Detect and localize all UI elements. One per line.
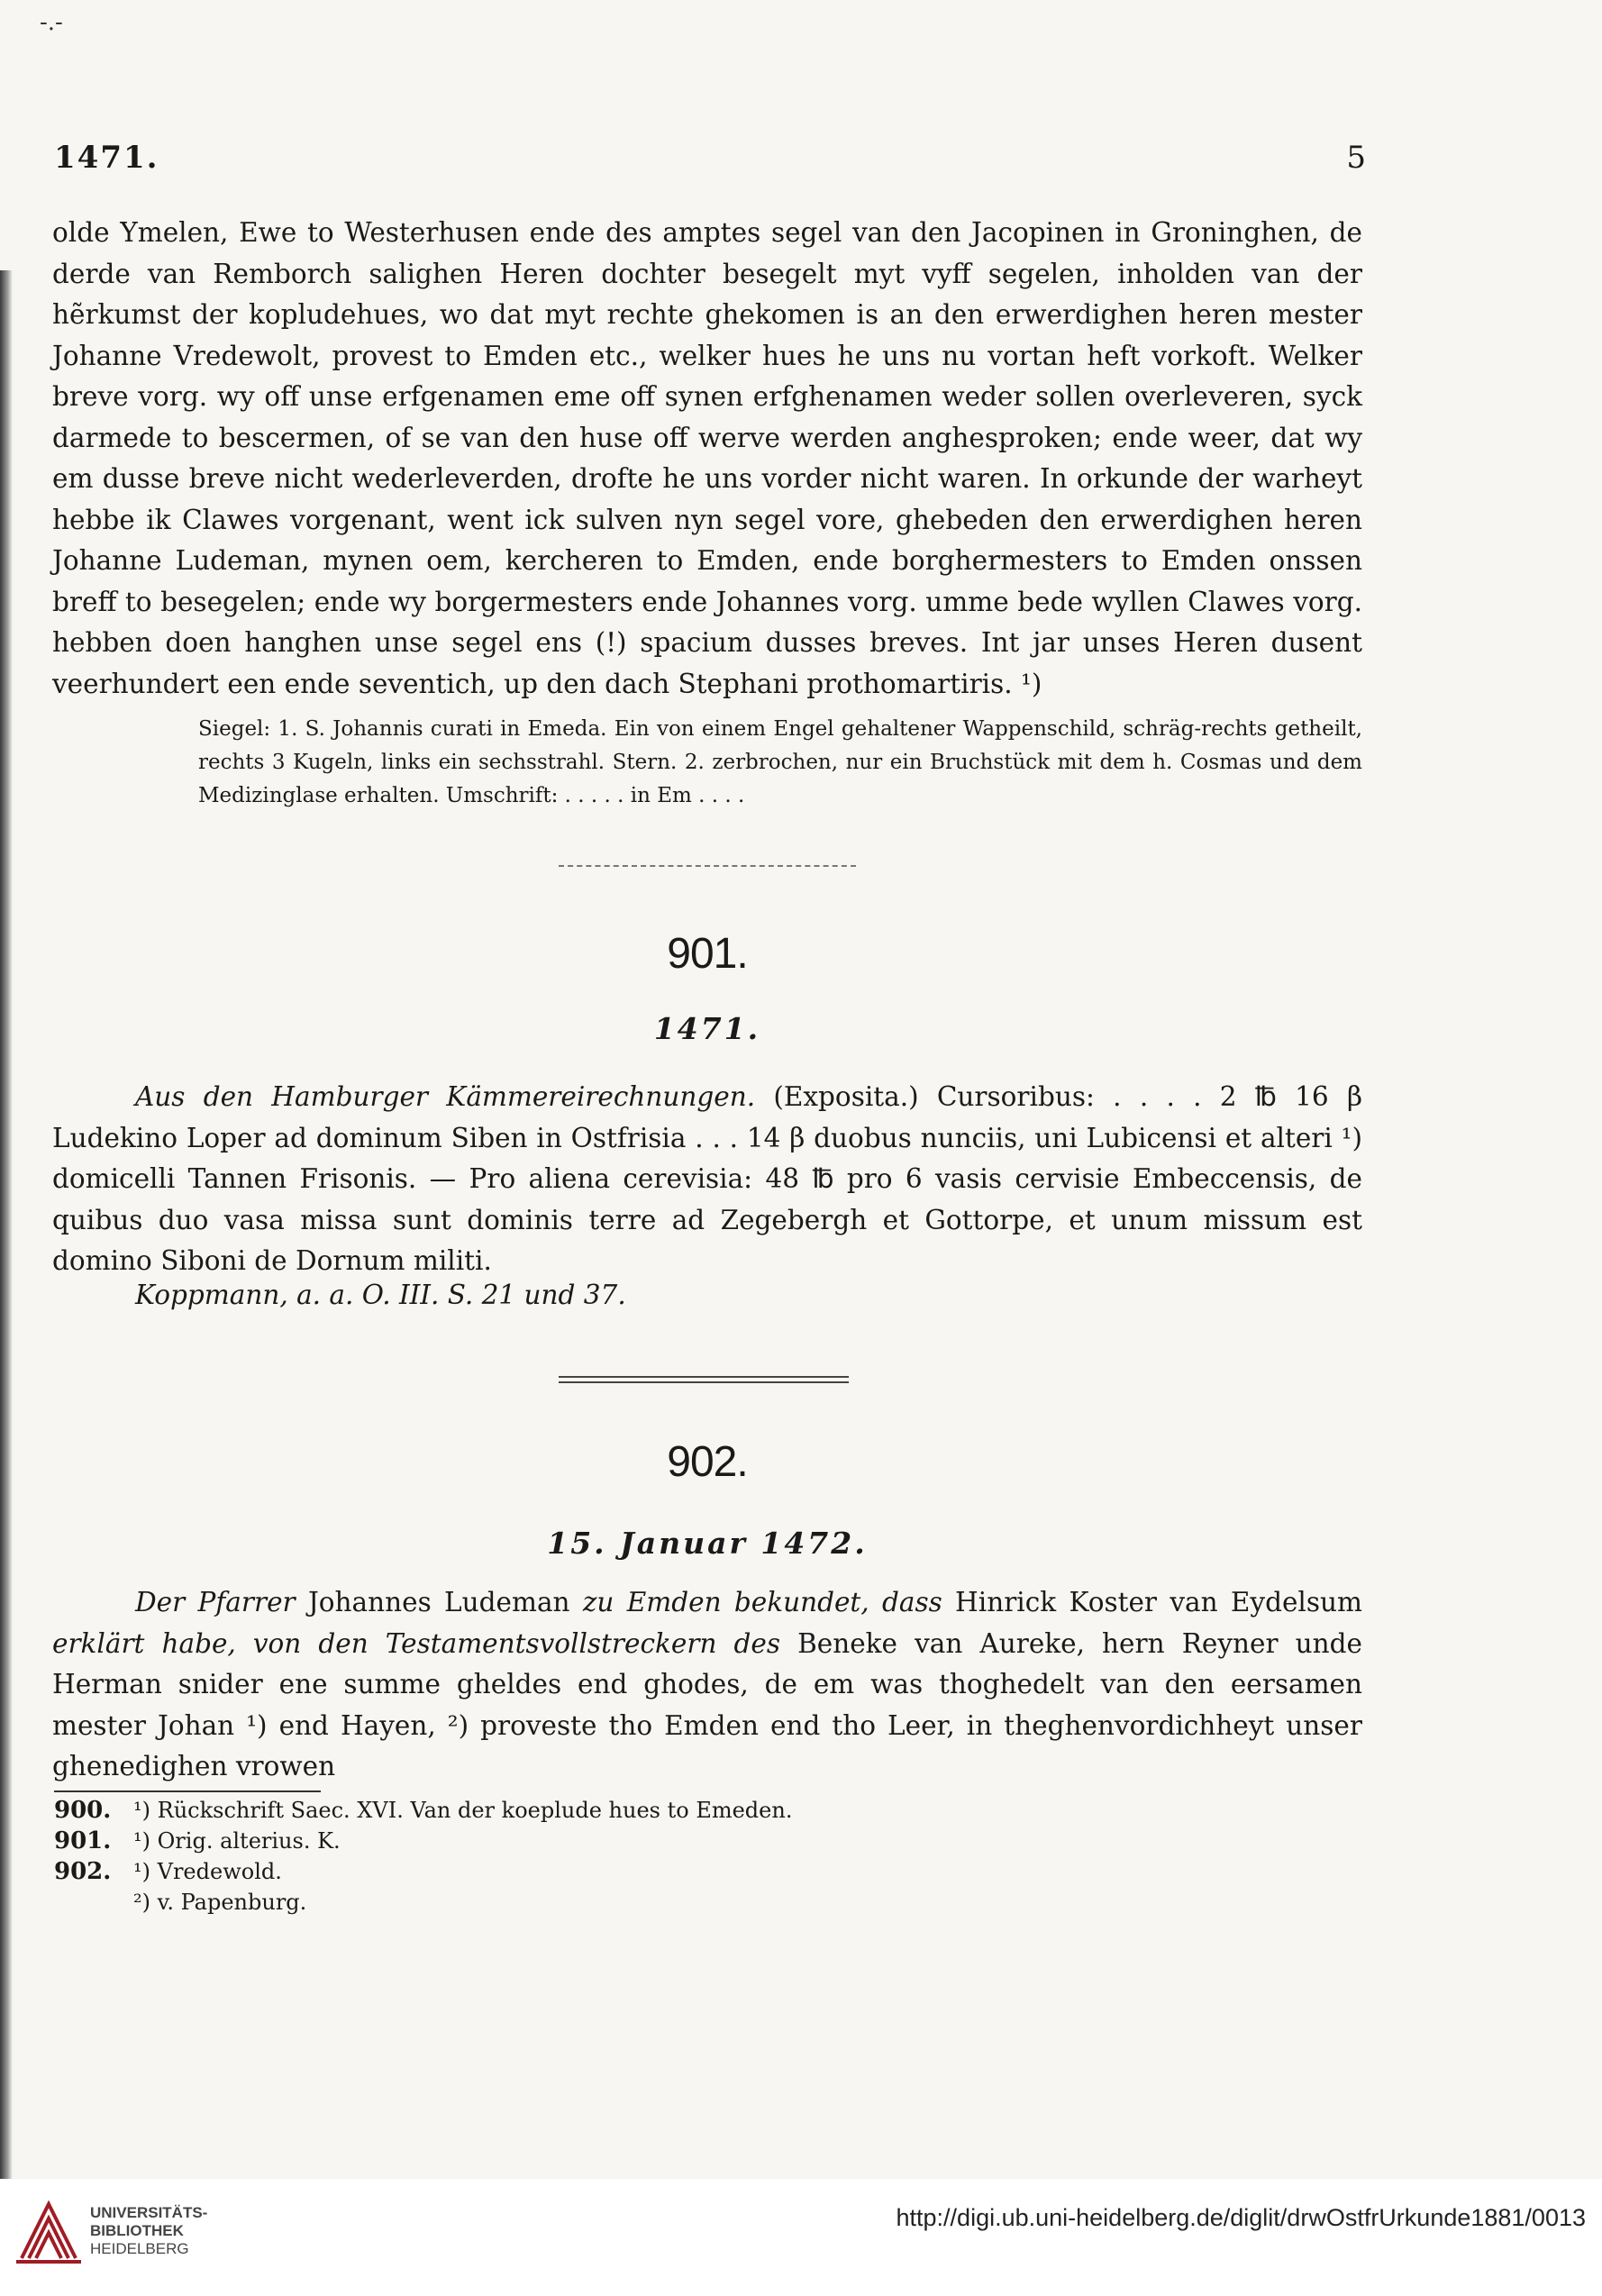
footnote-row: [54, 1826, 792, 1856]
doc-902-seg: Hinrick Koster van Eydelsum: [955, 1587, 1362, 1617]
doc-902-number: 902.: [667, 1438, 748, 1486]
library-name-line-3: HEIDELBERG: [90, 2240, 189, 2257]
doc-900-seal-note: Siegel: 1. S. Johannis curati in Emeda. Ein von einem Engel gehaltener Wappenschild, schräg-rechts getheilt, rechts 3 Kugeln, links ein sechsstrahl. Stern. 2. zerbrochen, nur ein Bruchstück mit dem h. Cosmas und dem Medizinglase erhalten. Umschrift: . . . . . in Em . . . .: [198, 717, 1362, 807]
doc-901-body: [52, 1077, 1362, 1282]
page-binding-shadow: [0, 270, 13, 2179]
university-library-logo-icon[interactable]: [13, 2195, 85, 2267]
section-divider: [559, 865, 856, 867]
footnote-doc-number: 901.: [54, 1827, 112, 1854]
doc-901-date: 1471.: [653, 1011, 761, 1046]
footnote-text: Vredewold.: [157, 1859, 282, 1884]
running-head-year: 1471.: [54, 140, 159, 176]
section-divider-double-top: [559, 1376, 849, 1378]
doc-902-seg: zu Emden bekundet, dass: [582, 1587, 956, 1617]
viewer-footer: [0, 2179, 1602, 2296]
doc-902-date: 15. Januar 1472.: [547, 1526, 868, 1561]
doc-902-body: [52, 1582, 1362, 1788]
library-name[interactable]: [90, 2204, 207, 2258]
footnotes: [54, 1795, 792, 1918]
doc-902-seg: Beneke van Aureke, hern Reyner unde Herman snider ene summe gheldes end ghodes, de em was thoghedelt van den eersamen mester Johan ¹) end Hayen, ²) proveste tho Emden end tho Leer, in theghenvordichheyt unser ghenedighen vrowen: [52, 1627, 1362, 1781]
source-url-link[interactable]: http://digi.ub.uni-heidelberg.de/diglit/drwOstfrUrkunde1881/0013: [896, 2204, 1586, 2231]
doc-902-seg: Johannes Ludeman: [307, 1587, 583, 1617]
doc-901-source: Koppmann, a. a. O. III. S. 21 und 37.: [135, 1280, 626, 1310]
footnote-row: [54, 1795, 792, 1826]
footnote-doc-number: 902.: [54, 1858, 112, 1885]
footnote-mark: ¹): [133, 1798, 150, 1823]
doc-900-text: olde Ymelen, Ewe to Westerhusen ende des amptes segel van den Jacopinen in Groninghen, de derde van Remborch salighen Heren dochter besegelt myt vyff segelen, inholden van der hẽrkumst der kopludehues, wo dat myt rechte ghekomen is an den erwerdighen heren mester Johanne Vredewolt, provest to Emden etc., welker hues he uns nu vortan heft vorkoft. Welker breve vorg. wy off unse erfgenamen eme off synen erfghenamen weder sollen overleveren, syck darmede to bescermen, of se van den huse off werve werden anghesproken; ende weer, dat wy em dusse breve nicht wederleverden, drofte he uns vorder nicht waren. In orkunde der warheyt hebbe ik Clawes vorgenant, went ick sulven nyn segel vore, ghebeden den erwerdighen heren Johanne Ludeman, mynen oem, kercheren to Emden, ende borghermesters to Emden onssen breff to besegelen; ende wy borgermesters ende Johannes vorg. umme bede wyllen Clawes vorg. hebben doen hanghen unse segel ens (!) spacium dusses breves. Int jar unses Heren dusent veerhundert een ende seventich, up den dach Stephani prothomartiris. ¹): [52, 217, 1362, 699]
corner-mark: -.-: [40, 9, 63, 36]
doc-901-text: (Exposita.) Cursoribus: . . . . 2 ℔ 16 β Ludekino Loper ad dominum Siben in Ostfrisia . . . 14 β duobus nunciis, uni Lubicensi et alteri ¹) domicelli Tannen Frisonis. — Pro aliena cerevisia: 48 ℔ pro 6 vasis cervisie Embeccensis, de quibus duo vasa missa sunt dominis terre ad Zegebergh et Gottorpe, et unum missum est domino Siboni de Dornum militi.: [52, 1081, 1362, 1276]
doc-902-seg: Der Pfarrer: [135, 1587, 308, 1617]
footnote-mark: ¹): [133, 1828, 150, 1854]
doc-902-seg: erklärt habe, von den Testamentsvollstreckern des: [52, 1627, 798, 1659]
footnote-text: Rückschrift Saec. XVI. Van der koeplude hues to Emeden.: [157, 1798, 793, 1823]
page-number: 5: [1346, 140, 1366, 176]
section-divider-double-bottom: [559, 1381, 849, 1383]
library-name-line-1: UNIVERSITÄTS-: [90, 2204, 208, 2221]
footnote-row: [54, 1856, 792, 1887]
footnote-doc-number: 900.: [54, 1797, 112, 1824]
footnote-text: v. Papenburg.: [157, 1890, 307, 1915]
footnote-mark: ²): [133, 1890, 150, 1915]
library-name-line-2: BIBLIOTHEK: [90, 2222, 184, 2239]
footnote-rule: [54, 1790, 321, 1792]
doc-901-number: 901.: [667, 930, 748, 978]
footnote-row: [54, 1887, 792, 1918]
footnote-text: Orig. alterius. K.: [157, 1828, 341, 1854]
doc-901-lead: Aus den Hamburger Kämmereirechnungen.: [135, 1081, 756, 1112]
footnote-mark: ¹): [133, 1859, 150, 1884]
